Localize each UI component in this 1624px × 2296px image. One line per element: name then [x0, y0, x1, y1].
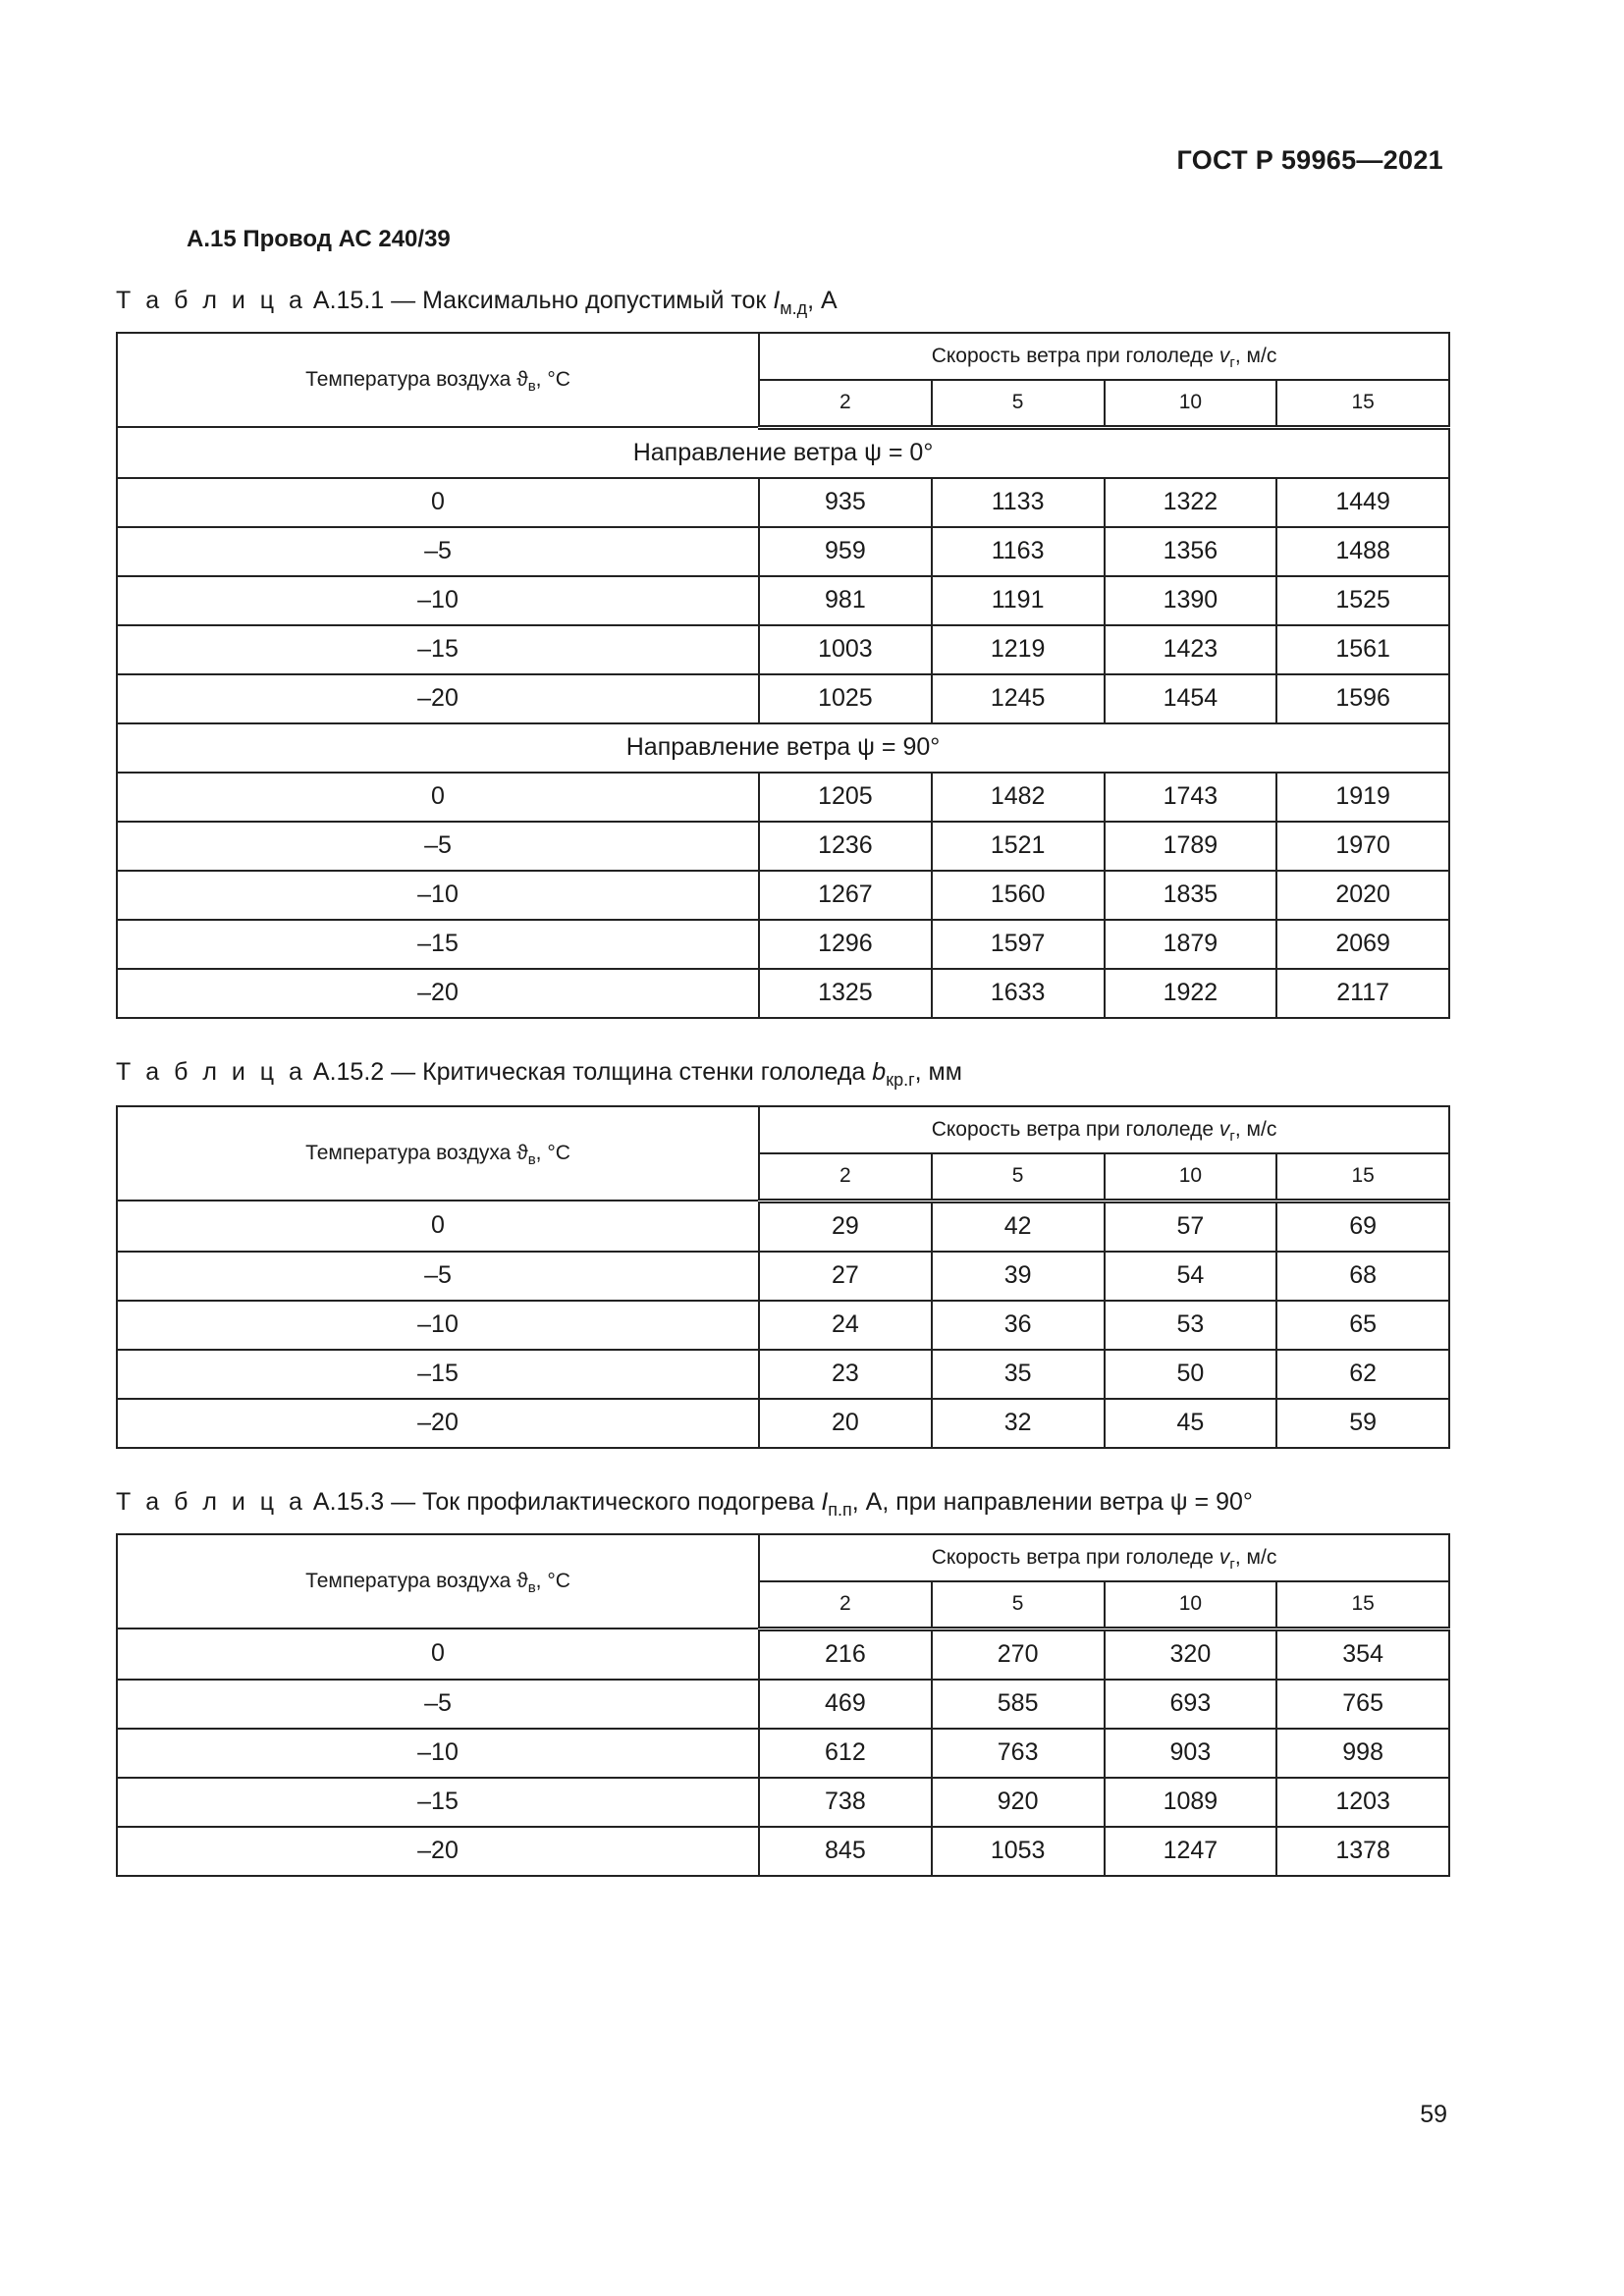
table-row [117, 1201, 1449, 1252]
value-cell: 1378 [1276, 1827, 1449, 1876]
temperature-cell: –20 [117, 969, 759, 1018]
value-cell: 35 [932, 1350, 1105, 1399]
value-cell: 320 [1105, 1629, 1277, 1680]
temperature-cell: 0 [117, 1201, 759, 1252]
temperature-cell: –10 [117, 871, 759, 920]
table-caption-a15-3 [116, 1488, 1253, 1520]
temperature-cell: –5 [117, 1680, 759, 1729]
header-speed-col: 2 [759, 380, 932, 427]
value-cell: 1560 [932, 871, 1105, 920]
table-a15-1 [116, 332, 1450, 1019]
caption-suffix: , А, при направлении ветра ψ = 90° [851, 1488, 1253, 1516]
value-cell: 585 [932, 1680, 1105, 1729]
value-cell: 1482 [932, 773, 1105, 822]
table-row [117, 871, 1449, 920]
header-speed-col: 10 [1105, 380, 1277, 427]
header-temperature: Температура воздуха $ϑ_в$, °С [117, 1534, 759, 1629]
caption-text: А.15.1 — Максимально допустимый ток [305, 287, 774, 314]
table-row [117, 969, 1449, 1018]
value-cell: 54 [1105, 1252, 1277, 1301]
caption-symbol: I [821, 1488, 829, 1516]
value-cell: 903 [1105, 1729, 1277, 1778]
caption-subscript: м.д [780, 298, 808, 318]
table-row [117, 527, 1449, 576]
table-row [117, 1301, 1449, 1350]
value-cell: 1596 [1276, 674, 1449, 723]
value-cell: 36 [932, 1301, 1105, 1350]
header-speed-col: 10 [1105, 1153, 1277, 1201]
value-cell: 1245 [932, 674, 1105, 723]
table-row [117, 920, 1449, 969]
value-cell: 1525 [1276, 576, 1449, 625]
value-cell: 693 [1105, 1680, 1277, 1729]
value-cell: 24 [759, 1301, 932, 1350]
value-cell: 738 [759, 1778, 932, 1827]
table-caption-a15-2 [116, 1058, 962, 1090]
table-caption-a15-1 [116, 287, 838, 318]
value-cell: 50 [1105, 1350, 1277, 1399]
value-cell: 354 [1276, 1629, 1449, 1680]
value-cell: 1919 [1276, 773, 1449, 822]
caption-subscript: п.п [828, 1500, 852, 1520]
value-cell: 59 [1276, 1399, 1449, 1448]
header-temperature: Температура воздуха $ϑ_в$, °С [117, 1106, 759, 1201]
table-row [117, 674, 1449, 723]
value-cell: 2020 [1276, 871, 1449, 920]
temperature-cell: –5 [117, 527, 759, 576]
value-cell: 69 [1276, 1201, 1449, 1252]
value-cell: 959 [759, 527, 932, 576]
value-cell: 1633 [932, 969, 1105, 1018]
table-row [117, 1827, 1449, 1876]
value-cell: 1053 [932, 1827, 1105, 1876]
value-cell: 1267 [759, 871, 932, 920]
caption-suffix: , А [807, 287, 838, 314]
section-title: Направление ветра ψ = 90° [117, 723, 1449, 773]
caption-prefix: Т а б л и ц а [116, 1488, 306, 1516]
caption-suffix: , мм [914, 1058, 962, 1086]
value-cell: 1296 [759, 920, 932, 969]
header-speed-col: 10 [1105, 1581, 1277, 1629]
table-row [117, 1252, 1449, 1301]
caption-text: А.15.2 — Критическая толщина стенки гололеда [305, 1058, 873, 1086]
value-cell: 935 [759, 478, 932, 527]
temperature-cell: –5 [117, 1252, 759, 1301]
temperature-cell: –20 [117, 674, 759, 723]
value-cell: 216 [759, 1629, 932, 1680]
value-cell: 920 [932, 1778, 1105, 1827]
value-cell: 1205 [759, 773, 932, 822]
temperature-cell: –15 [117, 920, 759, 969]
temperature-cell: –20 [117, 1827, 759, 1876]
value-cell: 1356 [1105, 527, 1277, 576]
value-cell: 1423 [1105, 625, 1277, 674]
value-cell: 1970 [1276, 822, 1449, 871]
table-row [117, 1350, 1449, 1399]
caption-subscript: кр.г [886, 1070, 915, 1090]
value-cell: 1003 [759, 625, 932, 674]
value-cell: 1597 [932, 920, 1105, 969]
header-speed-col: 15 [1276, 1581, 1449, 1629]
temperature-cell: 0 [117, 478, 759, 527]
table-a15-2 [116, 1105, 1450, 1449]
value-cell: 2117 [1276, 969, 1449, 1018]
value-cell: 23 [759, 1350, 932, 1399]
value-cell: 1488 [1276, 527, 1449, 576]
table-row [117, 576, 1449, 625]
value-cell: 845 [759, 1827, 932, 1876]
caption-text: А.15.3 — Ток профилактического подогрева [305, 1488, 822, 1516]
value-cell: 39 [932, 1252, 1105, 1301]
value-cell: 62 [1276, 1350, 1449, 1399]
value-cell: 1390 [1105, 576, 1277, 625]
value-cell: 612 [759, 1729, 932, 1778]
value-cell: 1789 [1105, 822, 1277, 871]
caption-prefix: Т а б л и ц а [116, 287, 306, 314]
value-cell: 270 [932, 1629, 1105, 1680]
value-cell: 1219 [932, 625, 1105, 674]
value-cell: 20 [759, 1399, 932, 1448]
value-cell: 998 [1276, 1729, 1449, 1778]
header-wind-speed: Скорость ветра при гололеде $v_г$, м/с [759, 1106, 1449, 1153]
temperature-cell: –15 [117, 1778, 759, 1827]
header-speed-col: 5 [932, 1153, 1105, 1201]
value-cell: 1203 [1276, 1778, 1449, 1827]
value-cell: 57 [1105, 1201, 1277, 1252]
value-cell: 29 [759, 1201, 932, 1252]
caption-prefix: Т а б л и ц а [116, 1058, 306, 1086]
table-row [117, 773, 1449, 822]
caption-symbol: b [872, 1058, 887, 1086]
value-cell: 1322 [1105, 478, 1277, 527]
value-cell: 1561 [1276, 625, 1449, 674]
temperature-cell: –5 [117, 822, 759, 871]
document-code: ГОСТ Р 59965—2021 [1176, 145, 1443, 175]
temperature-cell: –10 [117, 576, 759, 625]
section-heading: А.15 Провод АС 240/39 [187, 226, 451, 252]
value-cell: 765 [1276, 1680, 1449, 1729]
temperature-cell: 0 [117, 1629, 759, 1680]
temperature-cell: –15 [117, 625, 759, 674]
value-cell: 53 [1105, 1301, 1277, 1350]
value-cell: 469 [759, 1680, 932, 1729]
table-row [117, 1778, 1449, 1827]
temperature-cell: –15 [117, 1350, 759, 1399]
header-temperature: Температура воздуха $ϑ_в$, °С [117, 333, 759, 427]
value-cell: 1325 [759, 969, 932, 1018]
value-cell: 1089 [1105, 1778, 1277, 1827]
section-title: Направление ветра ψ = 0° [117, 427, 1449, 478]
temperature-cell: –10 [117, 1301, 759, 1350]
caption-symbol: I [773, 287, 781, 314]
header-wind-speed: Скорость ветра при гололеде $v_г$, м/с [759, 333, 1449, 380]
value-cell: 32 [932, 1399, 1105, 1448]
value-cell: 1449 [1276, 478, 1449, 527]
table-row [117, 1629, 1449, 1680]
value-cell: 1133 [932, 478, 1105, 527]
header-speed-col: 5 [932, 380, 1105, 427]
value-cell: 27 [759, 1252, 932, 1301]
header-speed-col: 15 [1276, 1153, 1449, 1201]
value-cell: 1879 [1105, 920, 1277, 969]
value-cell: 1247 [1105, 1827, 1277, 1876]
value-cell: 1521 [932, 822, 1105, 871]
value-cell: 65 [1276, 1301, 1449, 1350]
temperature-cell: –10 [117, 1729, 759, 1778]
temperature-cell: –20 [117, 1399, 759, 1448]
temperature-cell: 0 [117, 773, 759, 822]
value-cell: 42 [932, 1201, 1105, 1252]
value-cell: 763 [932, 1729, 1105, 1778]
table-row [117, 625, 1449, 674]
table-row [117, 478, 1449, 527]
value-cell: 981 [759, 576, 932, 625]
value-cell: 45 [1105, 1399, 1277, 1448]
table-row [117, 1680, 1449, 1729]
table-row [117, 822, 1449, 871]
value-cell: 1236 [759, 822, 932, 871]
value-cell: 1454 [1105, 674, 1277, 723]
value-cell: 68 [1276, 1252, 1449, 1301]
table-row [117, 1729, 1449, 1778]
value-cell: 2069 [1276, 920, 1449, 969]
header-wind-speed: Скорость ветра при гололеде $v_г$, м/с [759, 1534, 1449, 1581]
header-speed-col: 2 [759, 1581, 932, 1629]
page-number: 59 [1420, 2101, 1447, 2128]
header-speed-col: 2 [759, 1153, 932, 1201]
header-speed-col: 15 [1276, 380, 1449, 427]
table-a15-3 [116, 1533, 1450, 1877]
value-cell: 1163 [932, 527, 1105, 576]
value-cell: 1835 [1105, 871, 1277, 920]
value-cell: 1743 [1105, 773, 1277, 822]
value-cell: 1191 [932, 576, 1105, 625]
value-cell: 1922 [1105, 969, 1277, 1018]
header-speed-col: 5 [932, 1581, 1105, 1629]
value-cell: 1025 [759, 674, 932, 723]
table-row [117, 1399, 1449, 1448]
